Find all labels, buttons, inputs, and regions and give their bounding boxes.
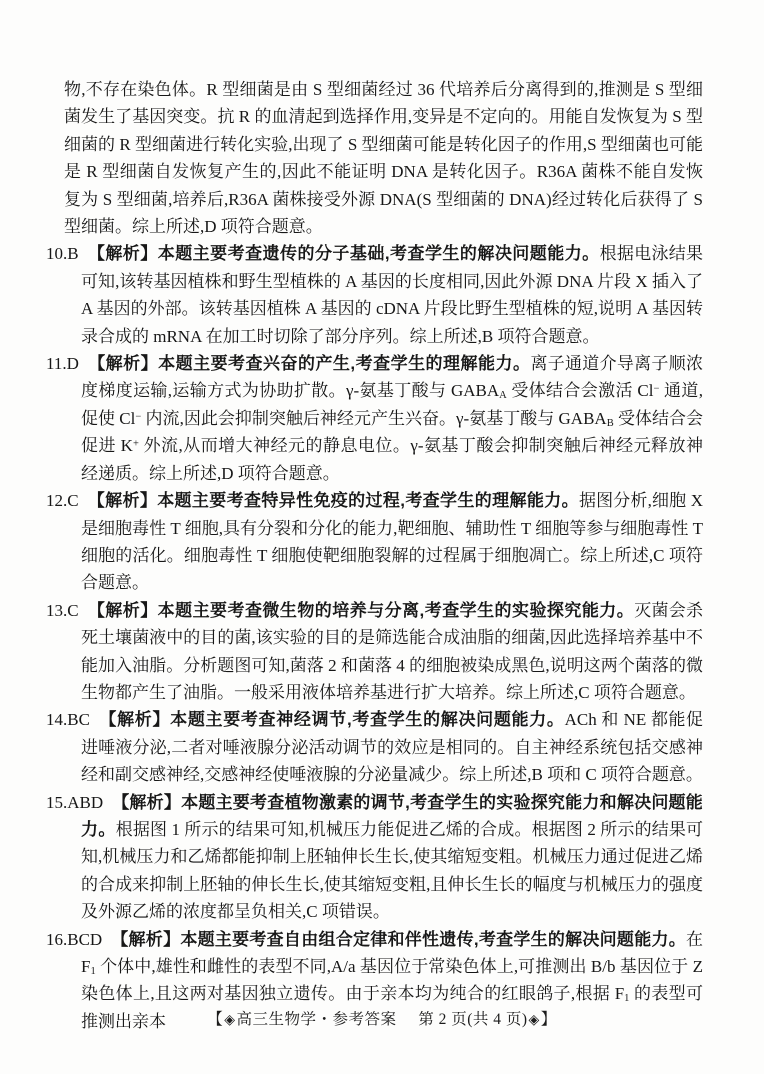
answer-label-12: 12.C: [46, 491, 79, 511]
continuation-paragraph: 物,不存在染色体。R 型细菌是由 S 型细菌经过 36 代培养后分离得到的,推测是 S 型细菌发生了基因突变。抗 R 的血清起到选择作用,变异是不定向的。用能自发恢复为 S 型细菌的 R 型细菌进行转化实验,出现了 S 型细菌可能是转化因子的作用,S 型细菌也可能是 R 型细菌自发恢复产生的,因此不能证明 DNA 是转化因子。R36A 菌株不能自发恢复为 S 型细菌,培养后,R36A 菌株接受外源 DNA(S 型细菌的 DNA)经过转化后获得了 S 型细菌。综上所述,D 项符合题意。: [64, 80, 703, 237]
answer-label-11: 11.D: [46, 354, 79, 374]
answer-item-11: [46, 350, 704, 487]
answer-analysis-11: 【解析】本题主要考查兴奋的产生,考查学生的理解能力。离子通道介导离子顺浓度梯度运输,运输方式为协助扩散。γ-氨基丁酸与 $GABA_A$ 受体结合会激活 Cl− 通道,促使 Cl− 内流,因此会抑制突触后神经元产生兴奋。γ-氨基丁酸与 $GABA_B$ 受体结合会促进 K+ 外流,从而增大神经元的静息电位。γ-氨基丁酸会抑制突触后神经元释放神经递质。综上所述,D 项符合题意。: [81, 354, 704, 483]
diamond-icon: ◈: [528, 1013, 540, 1028]
diamond-icon: ◈: [224, 1013, 236, 1028]
answer-analysis-13: 【解析】本题主要考查微生物的培养与分离,考查学生的实验探究能力。灭菌会杀死土壤菌液中的目的菌,该实验的目的是筛选能合成油脂的细菌,因此选择培养基中不能加入油脂。分析题图可知,菌落 2 和菌落 4 的细胞被染成黑色,说明这两个菌落的微生物都产生了油脂。一般采用液体培养基进行扩大培养。综上所述,C 项符合题意。: [81, 600, 704, 702]
footer-close-bracket: 】: [540, 1011, 557, 1028]
answer-analysis-12: 【解析】本题主要考查特异性免疫的过程,考查学生的理解能力。据图分析,细胞 X 是细胞毒性 T 细胞,具有分裂和分化的能力,靶细胞、辅助性 T 细胞等参与细胞毒性 T 细胞的活化。细胞毒性 T 细胞使靶细胞裂解的过程属于细胞凋亡。综上所述,C 项符合题意。: [81, 491, 703, 593]
answer-analysis-15: 【解析】本题主要考查植物激素的调节,考查学生的实验探究能力和解决问题能力。根据图 1 所示的结果可知,机械压力能促进乙烯的合成。根据图 2 所示的结果可知,机械压力和乙烯都能抑制上胚轴伸长生长,使其缩短变粗。机械压力通过促进乙烯的合成来抑制上胚轴的伸长生长,使其缩短变粗,且伸长生长的幅度与机械压力的强度及外源乙烯的浓度都呈负相关,C 项错误。: [81, 792, 703, 922]
answer-item-13: [46, 597, 704, 707]
page-footer: [0, 1006, 764, 1034]
answer-analysis-14: 【解析】本题主要考查神经调节,考查学生的解决问题能力。ACh 和 NE 都能促进唾液分泌,二者对唾液腺分泌活动调节的效应是相同的。自主神经系统包括交感神经和副交感神经,交感神经使唾液腺的分泌量减少。综上所述,B 项和 C 项符合题意。: [81, 710, 704, 785]
answer-analysis-10: 【解析】本题主要考查遗传的分子基础,考查学生的解决问题能力。根据电泳结果可知,该转基因植株和野生型植株的 A 基因的长度相同,因此外源 DNA 片段 X 插入了 A 基因的外部。该转基因植株 A 基因的 cDNA 片段比野生型植株的短,说明 A 基因转录合成的 mRNA 在加工时切除了部分序列。综上所述,B 项符合题意。: [81, 244, 703, 346]
answer-item-12: [46, 487, 703, 597]
footer-page-number: 第 2 页(共 4 页): [418, 1011, 528, 1028]
footer-title: 高三生物学・参考答案: [236, 1011, 397, 1028]
answer-label-13: 13.C: [46, 600, 79, 620]
answer-item-14: [46, 706, 704, 788]
footer-open-bracket: 【: [207, 1011, 224, 1028]
answer-label-15: 15.ABD: [46, 792, 104, 812]
answer-label-10: 10.B: [46, 244, 79, 264]
answer-item-15: [46, 789, 703, 926]
answer-analysis-16: 【解析】本题主要考查自由组合定律和伴性遗传,考查学生的解决问题能力。在 $F_1$ 个体中,雄性和雌性的表型不同,A/a 基因位于常染色体上,可推测出 B/b 基因位于 Z 染色体上,且这两对基因独立遗传。由于亲本均为纯合的红眼鸽子,根据 $F_1$ 的表型可推测出亲本: [81, 929, 703, 1031]
answer-label-14: 14.BC: [46, 710, 90, 730]
answer-label-16: 16.BCD: [46, 929, 103, 949]
answer-item-10: [46, 240, 703, 350]
